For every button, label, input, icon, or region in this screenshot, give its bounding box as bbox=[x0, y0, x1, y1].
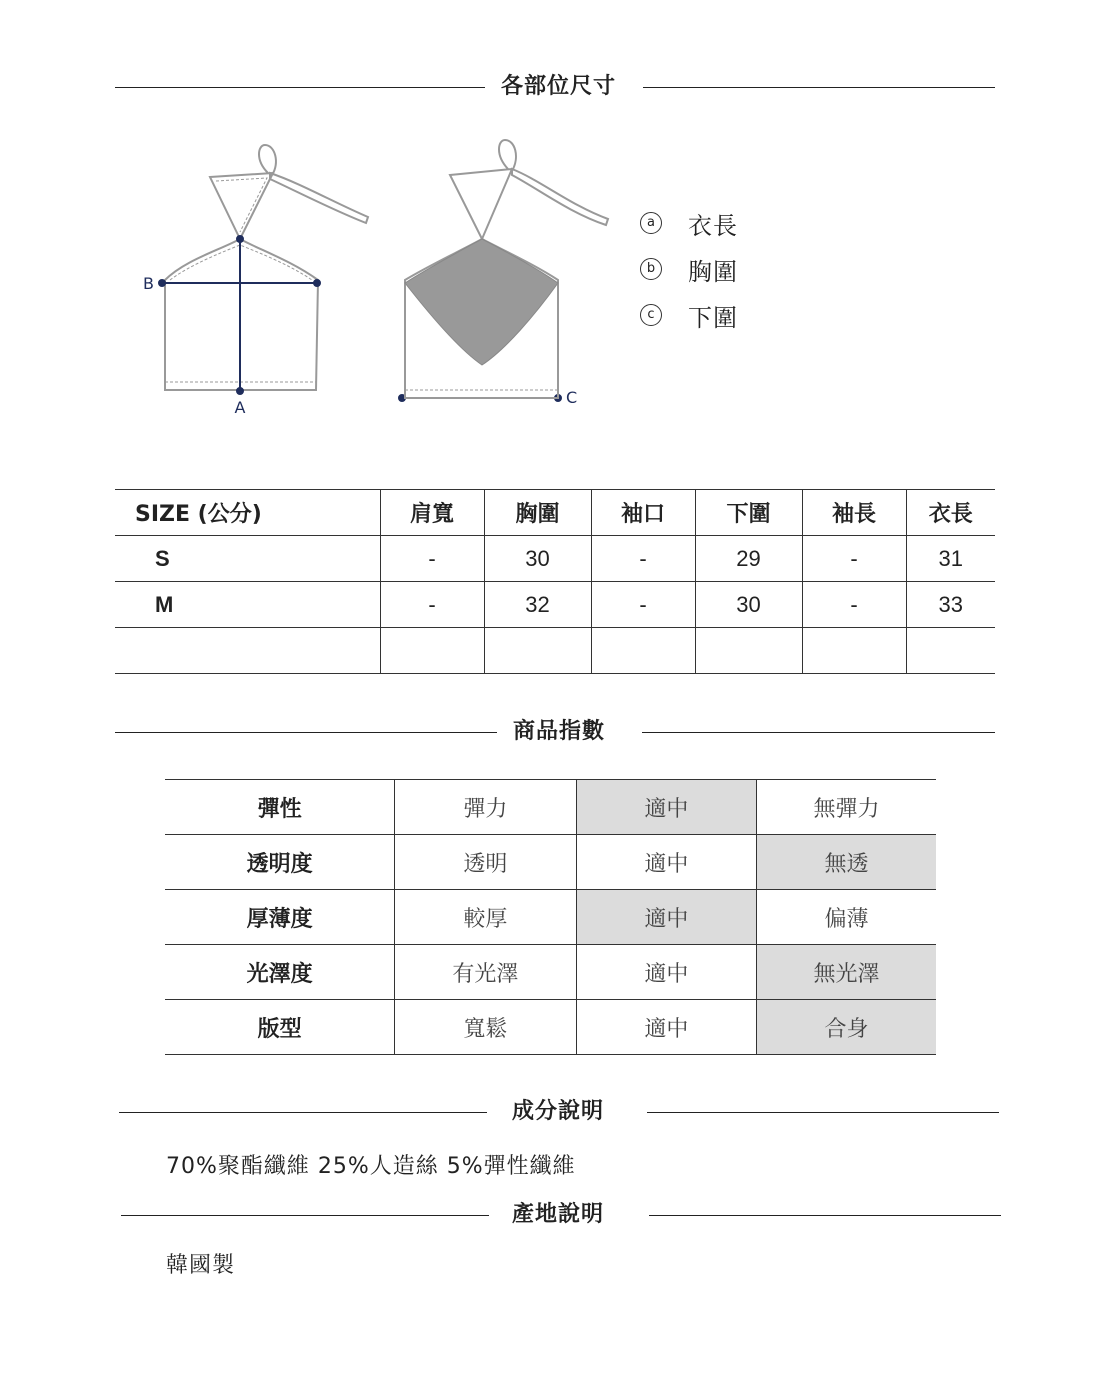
size-table bbox=[115, 489, 995, 674]
front-view-garment bbox=[165, 145, 368, 390]
table-cell bbox=[906, 628, 995, 674]
legend-label: 胸圍 bbox=[688, 257, 738, 286]
index-row bbox=[165, 945, 936, 1000]
header-cell: 衣長 bbox=[906, 490, 995, 536]
index-option: 寬鬆 bbox=[395, 1000, 576, 1055]
index-label: 厚薄度 bbox=[165, 890, 395, 945]
section-header-measurements bbox=[115, 67, 995, 107]
index-option: 偏薄 bbox=[757, 890, 936, 945]
index-label: 彈性 bbox=[165, 780, 395, 835]
table-cell: - bbox=[591, 536, 695, 582]
header-cell: 袖口 bbox=[591, 490, 695, 536]
table-cell: - bbox=[380, 582, 484, 628]
table-row bbox=[115, 628, 995, 674]
table-cell bbox=[484, 628, 591, 674]
divider bbox=[649, 1215, 1001, 1216]
table-cell: 31 bbox=[906, 536, 995, 582]
section-header-origin bbox=[121, 1195, 1001, 1235]
index-option: 有光澤 bbox=[395, 945, 576, 1000]
index-option: 透明 bbox=[395, 835, 576, 890]
size-label: S bbox=[115, 536, 380, 582]
header-cell: 袖長 bbox=[802, 490, 906, 536]
section-title: 成分說明 bbox=[512, 1099, 605, 1124]
table-cell bbox=[695, 628, 802, 674]
product-index-table bbox=[165, 779, 936, 1055]
table-cell: - bbox=[802, 582, 906, 628]
back-panel-fill bbox=[405, 239, 558, 365]
divider bbox=[115, 87, 485, 88]
index-row bbox=[165, 1000, 936, 1055]
table-cell: 30 bbox=[695, 582, 802, 628]
size-label: M bbox=[115, 582, 380, 628]
section-title: 產地說明 bbox=[512, 1202, 605, 1227]
table-row bbox=[115, 536, 995, 582]
index-label: 光澤度 bbox=[165, 945, 395, 1000]
table-cell: - bbox=[591, 582, 695, 628]
divider bbox=[643, 87, 995, 88]
table-cell bbox=[591, 628, 695, 674]
legend-mark: c bbox=[640, 304, 662, 326]
index-label: 透明度 bbox=[165, 835, 395, 890]
index-option-selected: 合身 bbox=[757, 1000, 936, 1055]
index-row bbox=[165, 890, 936, 945]
legend-label: 衣長 bbox=[688, 211, 738, 240]
divider bbox=[119, 1112, 487, 1113]
legend-item bbox=[640, 200, 738, 246]
divider bbox=[642, 732, 995, 733]
legend-mark: a bbox=[640, 212, 662, 234]
section-header-index bbox=[115, 712, 995, 752]
header-cell: 下圍 bbox=[695, 490, 802, 536]
size-label bbox=[115, 628, 380, 674]
measurement-legend bbox=[640, 200, 738, 338]
table-cell: 32 bbox=[484, 582, 591, 628]
divider bbox=[115, 732, 497, 733]
label-b: B bbox=[143, 274, 154, 293]
section-title: 商品指數 bbox=[513, 719, 606, 744]
table-cell bbox=[380, 628, 484, 674]
index-row bbox=[165, 835, 936, 890]
legend-item bbox=[640, 246, 738, 292]
divider bbox=[647, 1112, 999, 1113]
index-option-selected: 無透 bbox=[757, 835, 936, 890]
legend-mark: b bbox=[640, 258, 662, 280]
legend-label: 下圍 bbox=[688, 303, 738, 332]
index-option: 適中 bbox=[576, 945, 756, 1000]
index-option-selected: 適中 bbox=[576, 780, 756, 835]
index-option: 彈力 bbox=[395, 780, 576, 835]
index-option-selected: 無光澤 bbox=[757, 945, 936, 1000]
table-cell: - bbox=[802, 536, 906, 582]
divider bbox=[121, 1215, 489, 1216]
index-option: 適中 bbox=[576, 835, 756, 890]
label-c: C bbox=[566, 388, 578, 407]
header-cell: 胸圍 bbox=[484, 490, 591, 536]
garment-diagram bbox=[140, 135, 620, 425]
table-cell: 29 bbox=[695, 536, 802, 582]
size-table-header bbox=[115, 490, 995, 536]
section-title: 各部位尺寸 bbox=[501, 74, 617, 99]
index-option: 較厚 bbox=[395, 890, 576, 945]
table-cell bbox=[802, 628, 906, 674]
header-cell: 肩寬 bbox=[380, 490, 484, 536]
table-cell: 30 bbox=[484, 536, 591, 582]
origin-text: 韓國製 bbox=[166, 1253, 236, 1278]
index-label: 版型 bbox=[165, 1000, 395, 1055]
table-cell: - bbox=[380, 536, 484, 582]
legend-item bbox=[640, 292, 738, 338]
label-a: A bbox=[234, 398, 246, 417]
table-cell: 33 bbox=[906, 582, 995, 628]
header-cell: SIZE (公分) bbox=[115, 490, 380, 536]
section-header-composition bbox=[119, 1092, 999, 1132]
index-row bbox=[165, 780, 936, 835]
index-option: 無彈力 bbox=[757, 780, 936, 835]
table-row bbox=[115, 582, 995, 628]
index-option-selected: 適中 bbox=[576, 890, 756, 945]
index-option: 適中 bbox=[576, 1000, 756, 1055]
composition-text: 70%聚酯纖維 25%人造絲 5%彈性纖維 bbox=[166, 1154, 576, 1179]
